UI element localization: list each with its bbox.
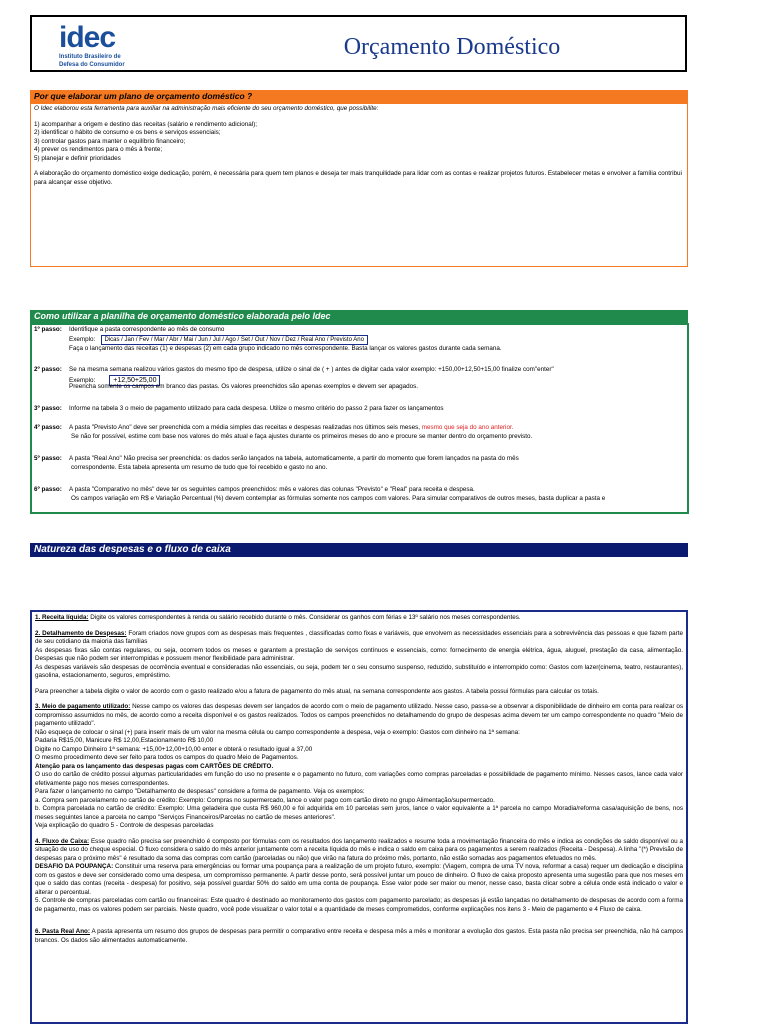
pasta-real-ano-paragraph	[35, 928, 683, 945]
section1-item-1: 1) acompanhar a origem e destino das receitas (salário e rendimento adicional);	[34, 120, 257, 128]
mesmo-procedimento-text: O mesmo procedimento deve ser feito para todos os campos do quadro Meio de Pagamentos.	[35, 754, 299, 761]
step2-example-label: Exemplo:	[69, 376, 96, 384]
step3-label: 3º passo:	[34, 405, 62, 412]
desafio-poupanca-title: DESAFIO DA POUPANÇA:	[35, 863, 114, 870]
section3-heading: Natureza das despesas e o fluxo de caixa	[30, 543, 688, 557]
step3-text: Informe na tabela 3 o meio de pagamento utilizado para cada despesa. Utilize o mesmo critério do passo 2 para fazer os lançamentos	[69, 405, 444, 412]
pasta-real-ano-text: A pasta apresenta um resumo dos grupos de despesas para permitir o comparativo entre receita e despesa mês a mês e monitorar a evolução dos gastos. Esta pasta não precisa ser preenchida, não há campos brancos. Os dados são alimentados automaticamente.	[35, 928, 683, 944]
step1-text	[69, 326, 683, 353]
meio-pagamento-text: Nesse campo os valores das despesas devem ser lançados de acordo com o meio de pagamento utilizado. Nesse caso, passa-se a observar a disponibilidade de dinheiro em conta para realizar os compromisso assumidos no mês, de acordo como a receita disponível e os gastos realizados. Todos os campos preenchidos no detalhamendo do grupo de despesas acima devem ter um campo correspondente no quadro "Meio de pagamento utilizado".	[35, 703, 683, 727]
step6-line2: Os campos variação em R$ e Variação Percentual (%) devem contemplar as fórmulas somente nos campos com valores. Para simular comparativos de outros meses, basta duplicar a pasta e	[71, 494, 606, 502]
step4-line1a: A pasta "Previsto Ano" deve ser preenchida com a média simples das receitas e despesas realizadas nos últimos seis meses,	[69, 424, 420, 431]
step4-line1	[69, 424, 683, 433]
section3-box	[30, 610, 688, 1024]
veja-explicacao-text: Veja explicação do quadro 5 - Controle de despesas parceladas	[35, 822, 214, 829]
preencher-tabela-text: Para preencher a tabela digite o valor de acordo com o gasto realizado e/ou a fatura de pagamento do mês atual, na semana correspondente aos gastos. A tabela possui fórmulas para calcular os totais.	[35, 687, 599, 695]
sheet-tabs-example: Dicas / Jan / Fev / Mar / Abr / Mai / Jun / Jul / Ago / Set / Out / Nov / Dez / Real Ano / Previsto Ano	[101, 335, 368, 345]
section2-heading: Como utilizar a planilha de orçamento doméstico elaborada pelo Idec	[30, 310, 688, 323]
meio-pagamento-title: 3. Meio de pagamento utilizado:	[35, 703, 131, 710]
exemplo-b-text: b. Compra parcelada no cartão de crédito: Exemplo: Uma geladeira que custa R$ 960,00 e foi adquirida em 10 parcelas sem juros, lance o valor equivalente a 1ª parcela no campo Moradia/reforma casa/aquisição de bens, nos meses seguintes lance a parcela no campo "Serviços Financeiros/Parcelas no cartão de meses anteriores".	[35, 805, 683, 821]
detalhamento-text: Foram criados nove grupos com as despesas mais frequentes , classificadas como fixas e variáveis, que envolvem as necessidades essenciais para a sobrevivência das pessoas e que fazem parte de seu cotidiano da maioria das famílias	[35, 629, 683, 645]
desafio-poupanca-text: Constituir uma reserva para emergências ou formar uma poupança para a realização de um projeto futuro, exemplo: (Viagem, compra de uma TV nova, reformar a casa) requer um dedicação e disciplina com os gastos e deve ser considerado como uma despesa, um compromisso permanente. A partir desse ponto, será possível juntar um pouco de dinheiro. O fluxo de caixa proposto apresenta uma sugestão para que nos meses em que o saldo das contas (receita - despesa) for positivo, seja possível guardar 50% do saldo em uma conta de poupança. Esse valor pode ser maior ou menor, nesse caso, basta clicar sobre a célula onde está indicado o valor e alterar o percentual.	[35, 863, 683, 896]
example-value-box: +12,50+25,00	[109, 375, 160, 386]
detalhamento-title-a: 2. Detalhamento de	[35, 629, 95, 637]
step6-label: 6º passo:	[34, 486, 62, 493]
despesas-fixas-text: As despesas fixas são contas regulares, ou seja, ocorrem todos os meses e garantem a prestação de serviços contínuos e essenciais, como: fornecimento de energia elétrica, água, aluguel, prestação da casa, alimentação. Despesas que não podem ser interrompidas e possuem menor flexibilidade para administrar.	[35, 646, 683, 662]
step4-highlight: mesmo que seja do ano anterior.	[421, 424, 514, 431]
despesas-variaveis-text: As despesas variáveis são despesas de ocorrência eventual e consideradas não essenciais, ou seja, podem ter o seu consumo suspenso, reduzido, substituído e interrompido como: Gastos com lazer(cinema, teatro, restaurantes), gasolina, estacionamento, seguros, empréstimo.	[35, 663, 683, 679]
desafio-poupanca-paragraph	[35, 863, 683, 897]
pasta-real-ano-title: 6. Pasta Real Ano:	[35, 928, 90, 935]
atencao-cartoes-text: Atenção para os lançamento das despesas pagas com CARTÕES DE CRÉDITO.	[35, 762, 274, 770]
section1-item-4: 4) prever os rendimentos para o mês à frente;	[34, 146, 163, 153]
sinal-mais-text: Não esqueça de colocar o sinal (+) para inserir mais de um valor na mesma célula ou campo correspondente a despesa, veja o exemplo: Gastos com dinheiro na 1ª semana:	[35, 728, 520, 736]
logo-mark: idec	[59, 21, 116, 54]
step5-label: 5º passo:	[34, 455, 62, 462]
controle-compras-text: 5. Controle de compras parceladas com cartão ou financeiras: Este quadro é destinado ao monitoramento dos gastos com pagamento parcelado; as despesas já estão lançadas no detalhamento de despesas de acordo com a forma de pagamento, mas os valores podem ser parciais. Neste quadro, você pode visualizar o valor total e a quantidade de meses comprometidos, conforme explicações nos itens 3 - Meio de pagamento e 4 Fluxo de caixa.	[35, 897, 683, 913]
step2-line3: Preencha somente os campos em branco das pastas. Os valores preenchidos são apenas exemplos e devem ser apagados.	[69, 382, 418, 390]
step5-text	[69, 455, 683, 472]
section1-item-2: 2) identificar o hábito de consumo e os bens e serviços essenciais;	[34, 129, 221, 136]
header-box	[30, 15, 687, 72]
exemplo-digite-text: Digite no Campo Dinheiro 1ª semana: +15,00+12,00+10,00 enter e obterá o resultado igual a 37,00	[35, 745, 313, 753]
step1-line1: Identifique a pasta correspondente ao mês de consumo	[69, 326, 225, 333]
receita-liquida-paragraph	[35, 614, 683, 623]
step1-example-label: Exemplo:	[69, 335, 96, 343]
section2-box	[30, 323, 689, 514]
meio-pagamento-paragraph	[35, 703, 683, 729]
step4-label: 4º passo:	[34, 424, 62, 431]
section1-item-3: 3) controlar gastos para manter o equilíbrio financeiro;	[34, 137, 186, 145]
cartao-credito-text: O uso do cartão de crédito possui algumas particularidades em função do uso no presente e o pagamento no futuro, com variações como compras parceladas e possibilidade de pagamento mínimo. Nesses casos, lance cada valor efetivamente pago nos meses correspondentes.	[35, 771, 683, 787]
page-title: Orçamento Doméstico	[343, 34, 561, 60]
fluxo-caixa-text: Esse quadro não precisa ser preenchido é composto por fórmulas com os resultados dos lançamento realizados e resume toda a movimentação financeira do mês e indica as condições de saldo disponível ou a situação de uso do cheque especial. O fluxo considera o saldo do mês anterior juntamente com a receita líquida do mês e indica o saldo em caixa para os pagamentos a serem realizados (Receita - Despesa). A linha "(*) Previsão de despesas para o próximo mês" é resultado da soma das compras com cartão (parceladas ou não) que virão na fatura do próximo mês, portanto, não estão somadas aos pagamentos efetuados no mês.	[35, 837, 683, 862]
step4-text	[69, 424, 683, 441]
step1-example	[69, 335, 683, 345]
step1-line3: Faça o lançamento das receitas (1) e despesas (2) em cada grupo indicado no mês correspondente. Basta lançar os valores gastos durante cada semana.	[69, 344, 502, 352]
fluxo-caixa-title: 4. Fluxo de Caixa:	[35, 837, 90, 845]
section1-item-5: 5) planejar e definir prioridades	[34, 154, 121, 162]
step5-line2: correspondente. Esta tabela apresenta um resumo de tudo que foi recebido e gasto no ano.	[71, 463, 328, 471]
step2-line1: Se na mesma semana realizou vários gastos do mesmo tipo de despesa, utilize o sinal de ( + ) antes de digitar cada valor exemplo: +150,00+12,50+15,00 finalize com"enter"	[69, 366, 554, 373]
step2-text	[69, 366, 683, 391]
section1-heading: Por que elaborar um plano de orçamento doméstico ?	[30, 90, 688, 103]
fluxo-caixa-paragraph	[35, 838, 683, 864]
logo-subtitle-2: Defesa do Consumidor	[59, 61, 125, 68]
step6-text	[69, 486, 683, 503]
exemplo-a-text: a. Compra sem parcelamento no cartão de crédito: Exemplo: Compras no supermercado, lance o valor pago com cartão direto no grupo Alimentação/supermercado.	[35, 796, 495, 804]
step5-line1: A pasta "Real Ano" Não precisa ser preenchida: os dados serão lançados na tabela, automaticamente, a partir do momento que forem lançados na pasta do mês	[69, 455, 519, 462]
idec-logo	[59, 21, 131, 68]
step6-line1: A pasta "Comparativo no mês" deve ter os seguintes campos preenchidos: mês e valores das colunas "Previsto" e "Real" para receita e despesa.	[69, 486, 475, 493]
section1-box	[30, 103, 688, 267]
detalhamento-paragraph	[35, 630, 683, 647]
lancamento-text: Para fazer o lançamento no campo "Detalhamento de despesas" considere a forma de pagamento. Veja os exemplos:	[35, 788, 365, 795]
receita-liquida-text: Digite os valores correspondentes à renda ou salário recebido durante o mês. Considerar os ganhos com férias e 13º salário nos meses correspondentes.	[88, 614, 521, 621]
receita-liquida-title: 1. Receita líquida:	[35, 614, 89, 621]
detalhamento-title-b: Despesas:	[94, 629, 127, 637]
logo-subtitle-1: Instituto Brasileiro de	[59, 54, 121, 60]
step1-label: 1º passo:	[34, 326, 62, 333]
exemplo-gastos-text: Padaria R$15,00, Manicure R$ 12,00,Estacionamento R$ 10,00	[35, 737, 214, 744]
section1-closing: A elaboração do orçamento doméstico exige dedicação, porém, é necessária para quem tem planos e deseja ter mais tranquilidade para lidar com as contas e realizar projetos futuros. Estabelecer metas e envolver a família contribui para alcançar esse objetivo.	[34, 170, 682, 186]
section1-intro: O Idec elaborou esta ferramenta para auxiliar na administração mais eficiente do seu orçamento doméstico, que possibilite:	[34, 105, 379, 112]
step2-label: 2º passo:	[34, 366, 62, 373]
step4-line2: Se não for possível, estime com base nos valores do mês atual e faça ajustes durante os primeiros meses do ano e procure se manter dentro do orçamento previsto.	[71, 432, 533, 440]
